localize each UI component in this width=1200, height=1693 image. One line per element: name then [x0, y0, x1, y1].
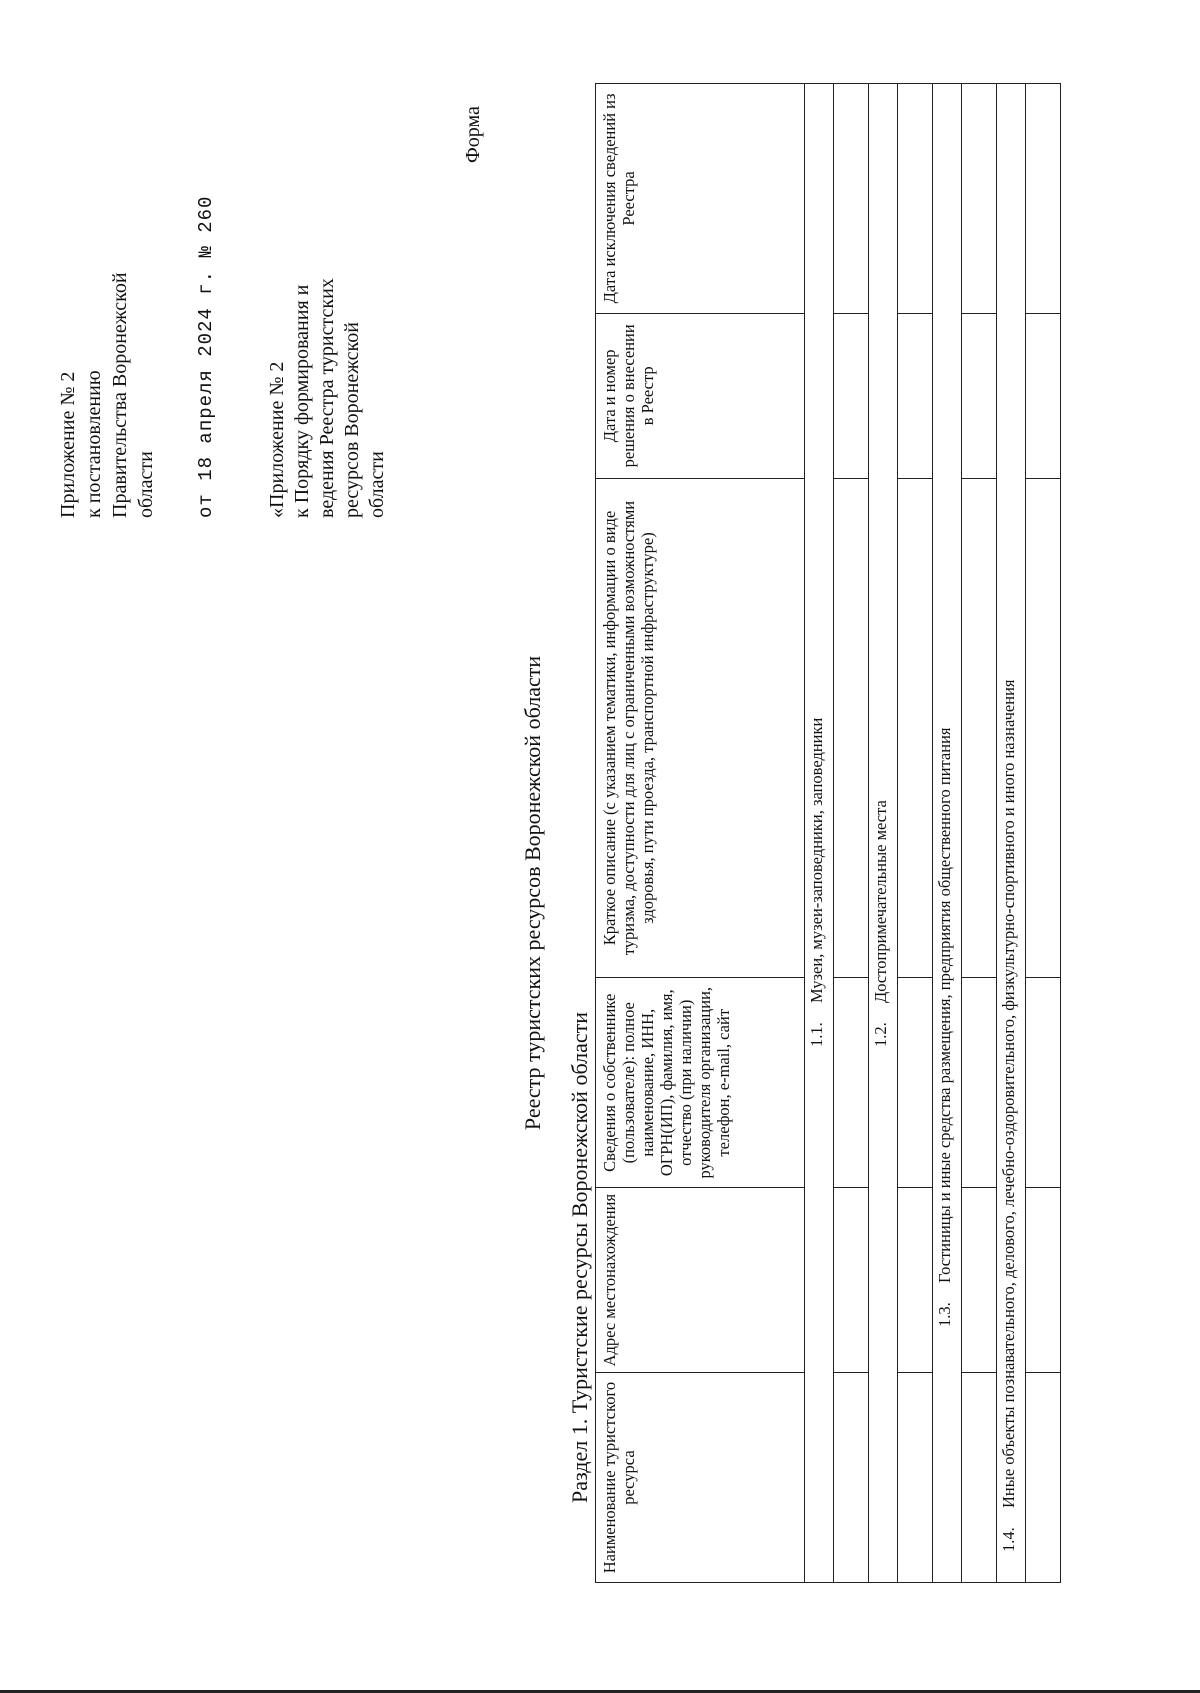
group-title: Музеи, музеи-заповедники, заповедники	[807, 717, 826, 1003]
column-header-owner: Сведения о собственнике (пользователе): полное наименование, ИНН, ОГРН(ИП), фамилия, имя, отчество (при наличии) руководителя организации, телефон, e-mail, сайт	[596, 978, 805, 1188]
group-title: Гостиницы и иные средства размещения, предприятия общественного питания	[935, 727, 954, 1283]
table-row	[1026, 84, 1061, 1583]
group-row-1-2	[869, 84, 898, 1583]
group-row-1-3	[933, 84, 962, 1583]
column-header-address: Адрес местонахождения	[596, 1188, 805, 1373]
column-header-decision: Дата и номер решения о внесении в Реестр	[596, 313, 805, 478]
appendix-line-3: ведения Реестра туристских	[316, 278, 338, 518]
group-title: Достопримечательные места	[871, 800, 890, 1003]
group-number: 1.2.	[871, 1022, 890, 1047]
group-number: 1.1.	[807, 1022, 826, 1047]
header-line-3: Правительства Воронежской	[109, 272, 131, 518]
header-date-line: от 18 апреля 2024 г. № 260	[195, 195, 217, 518]
column-header-name: Наименование туристского ресурса	[596, 1373, 805, 1583]
appendix-line-1: «Приложение № 2	[266, 361, 288, 518]
registry-table	[595, 83, 1061, 1583]
table-row	[962, 84, 997, 1583]
group-title: Иные объекты познавательного, делового, лечебно-оздоровительного, физкультурно-спортивного и иного назначения	[999, 679, 1018, 1508]
registry-title: Реестр туристских ресурсов Воронежской области	[520, 655, 545, 1131]
approval-header	[55, 196, 219, 518]
header-line-1: Приложение № 2	[57, 371, 79, 518]
section-title: Раздел 1. Туристские ресурсы Воронежской области	[567, 1012, 592, 1503]
header-line-4: области	[135, 451, 157, 518]
group-number: 1.4.	[999, 1527, 1018, 1552]
group-row-1-1	[805, 84, 834, 1583]
table-row	[898, 84, 933, 1583]
column-header-exclusion: Дата исключения сведений из Реестра	[596, 84, 805, 314]
table-row	[834, 84, 869, 1583]
appendix-line-5: области	[366, 451, 388, 518]
column-header-description: Краткое описание (с указанием тематики, информации о виде туризма, доступности для лиц с ограниченными возможностями здоровья, пути проезда, транспортной инфраструктуре)	[596, 478, 805, 978]
appendix-line-2: к Порядку формирования и	[291, 284, 313, 518]
group-number: 1.3.	[935, 1302, 954, 1327]
table-header-row	[596, 84, 805, 1583]
header-line-2: к постановлению	[83, 370, 105, 518]
form-label: Форма	[462, 106, 484, 163]
group-row-1-4	[997, 84, 1026, 1583]
appendix-header	[265, 268, 390, 518]
appendix-line-4: ресурсов Воронежской	[341, 322, 363, 518]
